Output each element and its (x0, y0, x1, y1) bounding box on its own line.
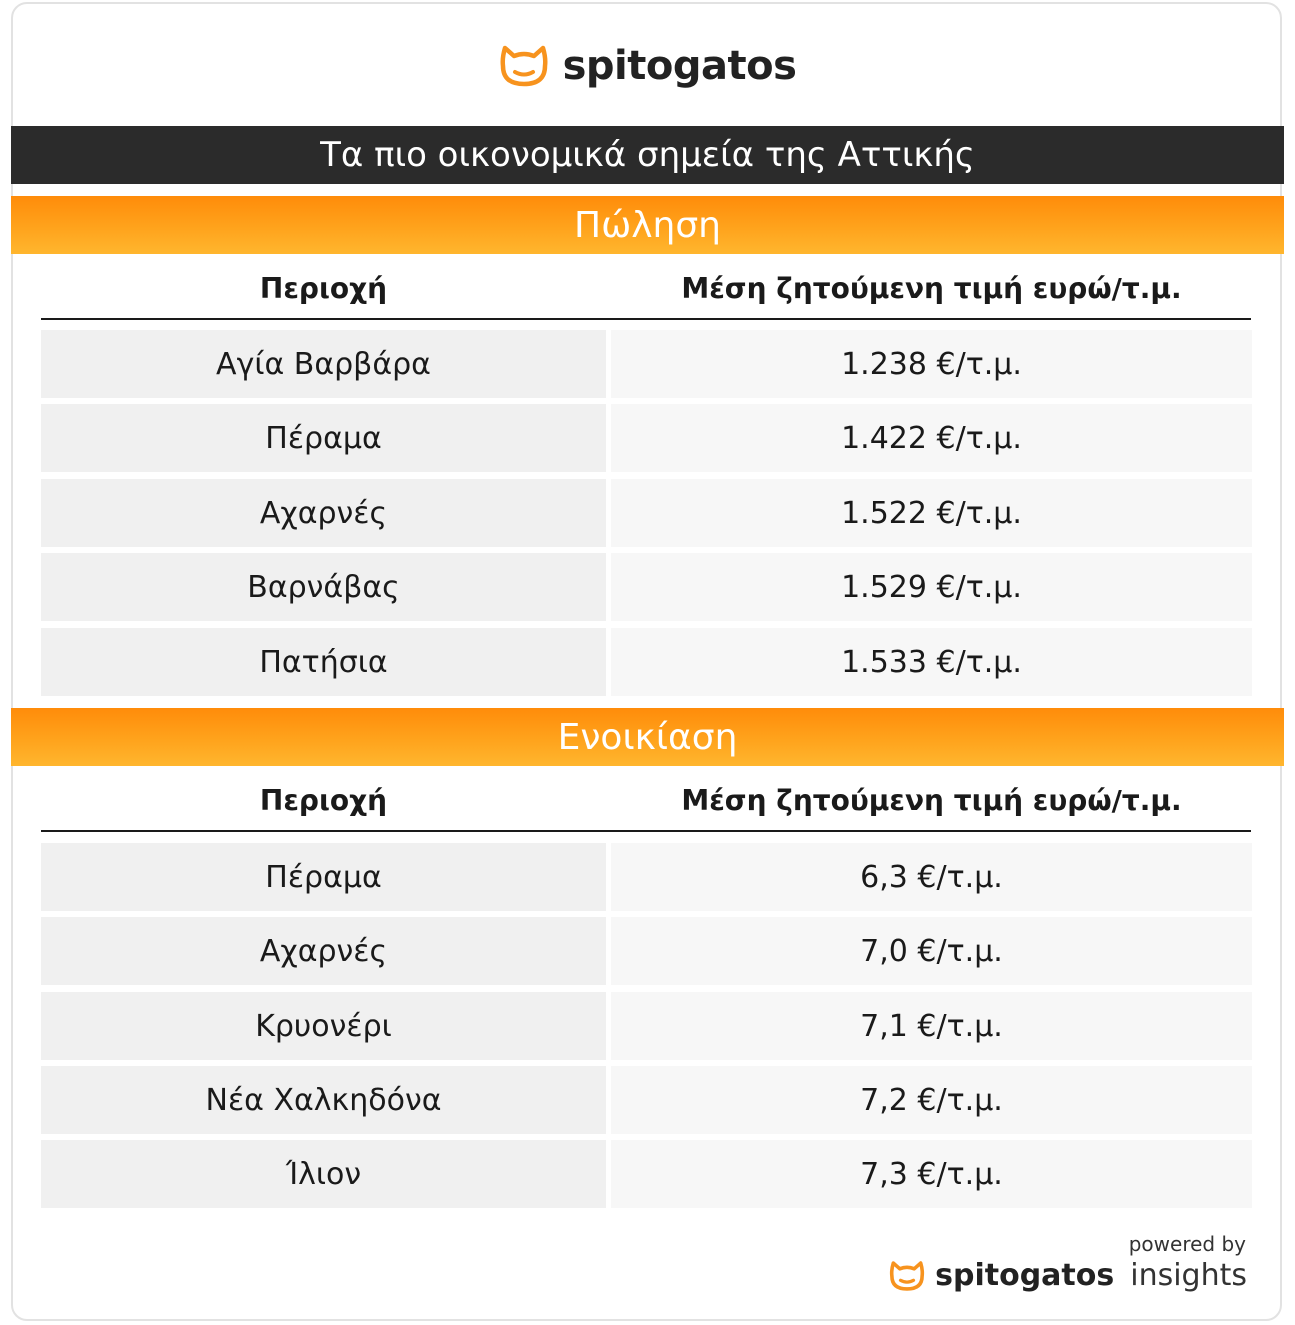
header-divider (41, 830, 1251, 832)
row-area: Πέραμα (41, 404, 606, 472)
row-area: Αγία Βαρβάρα (41, 330, 606, 398)
section-rent-header: Ενοικίαση (11, 708, 1284, 766)
page-title: Τα πιο οικονομικά σημεία της Αττικής (11, 126, 1284, 184)
footer-brand-name: spitogatos (935, 1258, 1115, 1293)
row-price: 7,2 €/τ.μ. (611, 1066, 1252, 1134)
cat-icon (499, 44, 549, 88)
row-area: Κρυονέρι (41, 992, 606, 1060)
row-area: Πατήσια (41, 628, 606, 696)
row-area: Νέα Χαλκηδόνα (41, 1066, 606, 1134)
header-divider (41, 318, 1251, 320)
row-price: 7,3 €/τ.μ. (611, 1140, 1252, 1208)
column-header-price: Μέση ζητούμενη τιμή ευρώ/τ.μ. (681, 272, 1182, 305)
column-header-area: Περιοχή (259, 784, 388, 817)
cat-icon (889, 1260, 925, 1292)
row-area: Πέραμα (41, 843, 606, 911)
row-price: 1.522 €/τ.μ. (611, 479, 1252, 547)
column-header-area: Περιοχή (259, 272, 388, 305)
brand-name: spitogatos (562, 43, 797, 89)
row-price: 7,1 €/τ.μ. (611, 992, 1252, 1060)
footer-product-name: insights (1130, 1258, 1247, 1293)
powered-by-label: powered by (1128, 1232, 1246, 1256)
column-header-price: Μέση ζητούμενη τιμή ευρώ/τ.μ. (681, 784, 1182, 817)
row-area: Αχαρνές (41, 479, 606, 547)
row-price: 1.529 €/τ.μ. (611, 553, 1252, 621)
row-price: 1.533 €/τ.μ. (611, 628, 1252, 696)
row-area: Ίλιον (41, 1140, 606, 1208)
row-area: Αχαρνές (41, 917, 606, 985)
spitogatos-insights-logo (889, 1258, 1247, 1293)
row-area: Βαρνάβας (41, 553, 606, 621)
row-price: 6,3 €/τ.μ. (611, 843, 1252, 911)
row-price: 1.422 €/τ.μ. (611, 404, 1252, 472)
section-sale-header: Πώληση (11, 196, 1284, 254)
row-price: 7,0 €/τ.μ. (611, 917, 1252, 985)
spitogatos-logo (0, 40, 1295, 92)
row-price: 1.238 €/τ.μ. (611, 330, 1252, 398)
